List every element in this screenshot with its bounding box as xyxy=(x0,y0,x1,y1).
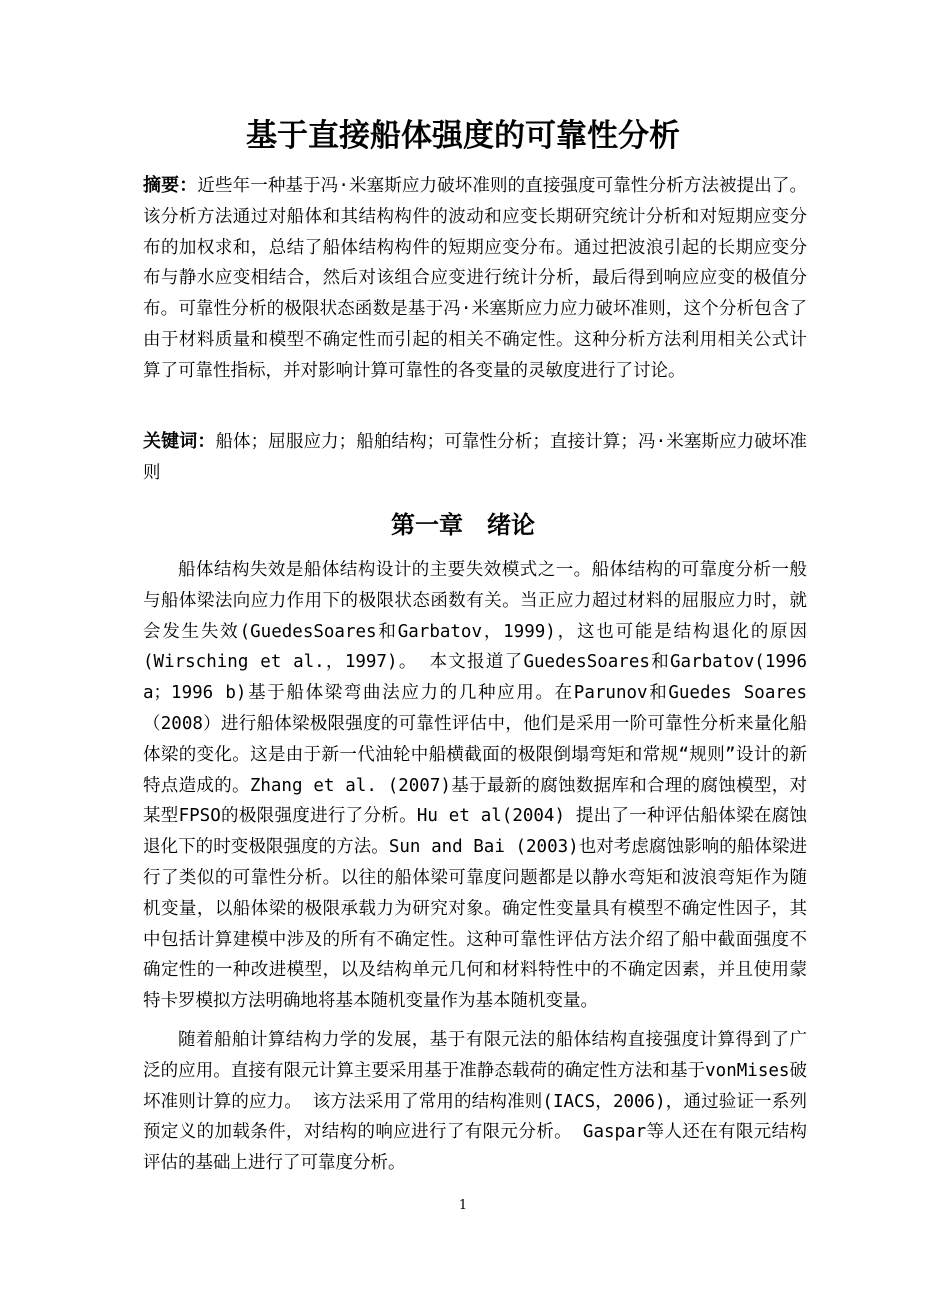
abstract-label: 摘要： xyxy=(143,175,198,196)
keywords xyxy=(143,427,807,489)
abstract xyxy=(143,171,807,387)
paper-title: 基于直接船体强度的可靠性分析 xyxy=(246,118,680,154)
abstract-text: 近些年一种基于冯·米塞斯应力破坏准则的直接强度可靠性分析方法被提出了。 该分析方法通过对船体和其结构构件的波动和应变长期研究统计分析和对短期应变分布的加权求和，总结了船体结构构件的短期应变分布。通过把波浪引起的长期应变分布与静水应变相结合，然后对该组合应变进行统计分析，最后得到响应应变的极值分布。可靠性分析的极限状态函数是基于冯·米塞斯应力应力破坏准则，这个分析包含了由于材料质量和模型不确定性而引起的相关不确定性。这种分析方法利用相关公式计算了可靠性指标，并对影响计算可靠性的各变量的灵敏度进行了讨论。 xyxy=(143,176,808,381)
chapter-heading: 第一章 绪论 xyxy=(391,511,535,539)
body-paragraph-2: 随着船舶计算结构力学的发展，基于有限元法的船体结构直接强度计算得到了广泛的应用。直接有限元计算主要采用基于准静态载荷的确定性方法和基于vonMises破坏准则计算的应力。 该方法采用了常用的结构准则(IACS，2006)，通过验证一系列预定义的加载条件，对结构的响应进行了有限元分析。 Gaspar等人还在有限元结构评估的基础上进行了可靠度分析。 xyxy=(143,1030,807,1174)
page-number: 1 xyxy=(458,1198,468,1213)
keywords-text: 船体；屈服应力；船舶结构；可靠性分析；直接计算；冯·米塞斯应力破坏准则 xyxy=(143,432,807,483)
body-paragraph-1: 船体结构失效是船体结构设计的主要失效模式之一。船体结构的可靠度分析一般与船体梁法向应力作用下的极限状态函数有关。当正应力超过材料的屈服应力时，就会发生失效(GuedesSoares和Garbatov，1999)，这也可能是结构退化的原因(Wirsching et al.，1997)。 本文报道了GuedesSoares和Garbatov(1996 a；1996 b)基于船体梁弯曲法应力的几种应用。在Parunov和Guedes Soares（2008）进行船体梁极限强度的可靠性评估中，他们是采用一阶可靠性分析来量化船体梁的变化。这是由于新一代油轮中船横截面的极限倒塌弯矩和常规“规则”设计的新特点造成的。Zhang et al. (2007)基于最新的腐蚀数据库和合理的腐蚀模型，对某型FPSO的极限强度进行了分析。Hu et al(2004) 提出了一种评估船体梁在腐蚀退化下的时变极限强度的方法。Sun and Bai (2003)也对考虑腐蚀影响的船体梁进行了类似的可靠性分析。以往的船体梁可靠度问题都是以静水弯矩和波浪弯矩作为随机变量，以船体梁的极限承载力为研究对象。确定性变量具有模型不确定性因子，其中包括计算建模中涉及的所有不确定性。这种可靠性评估方法介绍了船中截面强度不确定性的一种改进模型，以及结构单元几何和材料特性中的不确定因素，并且使用蒙特卡罗模拟方法明确地将基本随机变量作为基本随机变量。 xyxy=(143,560,807,1012)
keywords-label: 关键词： xyxy=(143,431,216,452)
